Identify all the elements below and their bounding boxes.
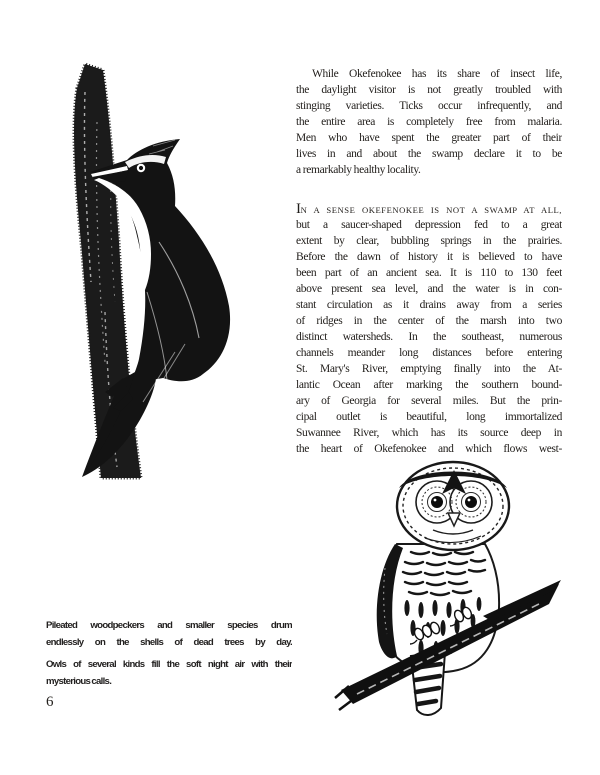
text-line: channels meander long distances before entering [296, 347, 562, 359]
caption-line: mysterious calls. [46, 676, 112, 687]
caption-woodpecker [46, 617, 292, 651]
lead-capital: I [296, 201, 301, 217]
paragraph-2 [296, 201, 562, 457]
owl-right-eye [465, 496, 477, 508]
paragraph-1 [296, 66, 562, 178]
text-line: but a saucer-shaped depression fed to a great [296, 219, 562, 231]
text-line: Men who have spent the greater part of their [296, 132, 562, 144]
caption-owl [46, 656, 292, 690]
caption-line: endlessly on the shells of dead trees by day. [46, 637, 292, 648]
owl-left-eye [431, 496, 443, 508]
text-line: the entire area is completely free from malaria. [296, 116, 562, 128]
text-line: been part of an ancient sea. It is 110 to 130 feet [296, 267, 562, 279]
small-caps-text: N A SENSE OKEFENOKEE IS NOT A SWAMP AT ALL, [300, 205, 562, 215]
text-line: stant circulation as it drains away from a series [296, 299, 562, 311]
body-text-column [296, 66, 562, 457]
caption-line: Owls of several kinds fill the soft night air with their [46, 659, 292, 670]
text-line-small-caps [296, 201, 562, 217]
text-line: above present sea level, and the water is in con- [296, 283, 562, 295]
caption-line: Pileated woodpeckers and smaller species drum [46, 620, 292, 631]
text-line: lantic Ocean after marking the southern bound- [296, 379, 562, 391]
text-line: the daylight visitor is not greatly troubled with [296, 84, 562, 96]
text-line: distinct watersheds. In the southeast, numerous [296, 331, 562, 343]
text-line: stinging varieties. Ticks occur infrequently, and [296, 100, 562, 112]
text-line: Suwannee River, which has its source deep in [296, 427, 562, 439]
owl-head [397, 462, 509, 550]
text-line: of ridges in the center of the marsh into two [296, 315, 562, 327]
owl-illustration [333, 458, 563, 720]
text-line: ary of Georgia for several miles. But the prin- [296, 395, 562, 407]
text-line: extent by clear, bubbling springs in the prairies. [296, 235, 562, 247]
text-line: While Okefenokee has its share of insect life, [312, 68, 562, 80]
text-line: St. Mary's River, emptying finally into the At- [296, 363, 562, 375]
owl-drawing [333, 458, 563, 720]
captions-block [46, 617, 292, 690]
woodpecker-illustration [25, 62, 270, 482]
text-line: Before the dawn of history it is believed to have [296, 251, 562, 263]
text-line: cipal outlet is beautiful, long immortalized [296, 411, 562, 423]
page-number: 6 [46, 694, 54, 710]
text-line: a remarkably healthy locality. [296, 164, 421, 176]
text-line: the heart of Okefenokee and which flows west- [296, 443, 562, 455]
woodpecker-drawing [25, 62, 270, 482]
text-line: lives in and about the swamp declare it to be [296, 148, 562, 160]
